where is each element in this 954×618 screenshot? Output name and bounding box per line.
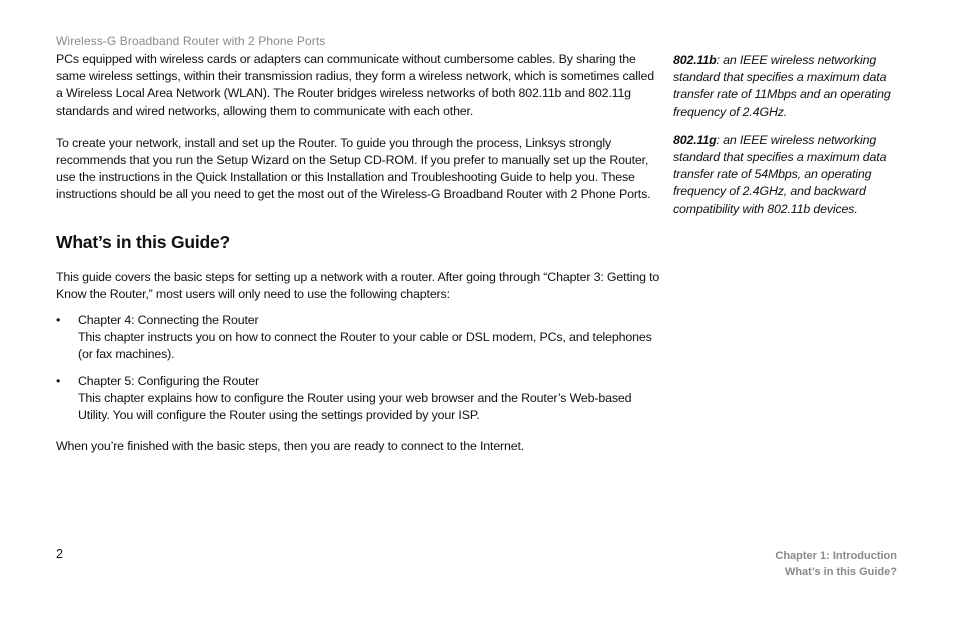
bullet-icon: • [56,313,61,328]
definition-80211b [673,52,901,121]
bullet-title: Chapter 4: Connecting the Router [78,313,259,328]
footer-section: What’s in this Guide? [784,566,897,578]
page-number: 2 [56,547,63,561]
definition-80211g [673,132,901,218]
definition-text: : an IEEE wireless networking standard that specifies a maximum data transfer rate of 11Mbps and an operating frequency of 2.4GHz. [673,53,891,119]
chapter-list [56,312,662,424]
create-network-paragraph: To create your network, install and set up the Router. To guide you through the process, Linksys strongly recommends that you run the Setup Wizard on the Setup CD-ROM. If you prefer to manually set up the Router, use the instructions in the Quick Installation or this Installation and Troubleshooting Guide to help you. These instructions should be all you need to get the most out of the Wireless-G Broadband Router with 2 Phone Ports. [56,135,651,202]
intro-paragraph: PCs equipped with wireless cards or adapters can communicate without cumbersome cables. By sharing the same wireless settings, within their transmission radius, they form a wireless network, which is sometimes called a Wireless Local Area Network (WLAN). The Router bridges wireless networks of both 802.11b and 802.11g standards and wired networks, allowing them to communicate with each other. [56,52,654,118]
list-item [56,312,662,364]
bullet-title: Chapter 5: Configuring the Router [78,373,260,388]
bullet-description: This chapter instructs you on how to connect the Router to your cable or DSL modem, PCs, and telephones (or fax machines). [78,330,652,362]
section-heading: What’s in this Guide? [56,231,231,252]
bullet-icon: • [56,373,61,388]
definition-term: 802.11g [673,132,717,147]
running-header: Wireless-G Broadband Router with 2 Phone Ports [56,34,326,48]
glossary-sidebar [673,52,901,229]
guide-paragraph: This guide covers the basic steps for setting up a network with a router. After going through “Chapter 3: Getting to Know the Router,” most users will only need to use the following chapters: [56,269,660,301]
main-content [56,51,662,455]
bullet-description: This chapter explains how to configure the Router using your web browser and the Router’s Web-based Utility. You will configure the Router using the settings provided by your ISP. [78,390,632,423]
definition-text: : an IEEE wireless networking standard that specifies a maximum data transfer rate of 54Mbps, an operating frequency of 2.4GHz, and backward compatibility with 802.11b devices. [673,132,887,216]
footer-chapter-info [775,548,897,580]
footer-chapter: Chapter 1: Introduction [775,550,897,562]
finish-paragraph: When you’re finished with the basic steps, then you are ready to connect to the Internet. [56,439,525,454]
definition-term: 802.11b [673,53,717,67]
list-item [56,373,662,425]
